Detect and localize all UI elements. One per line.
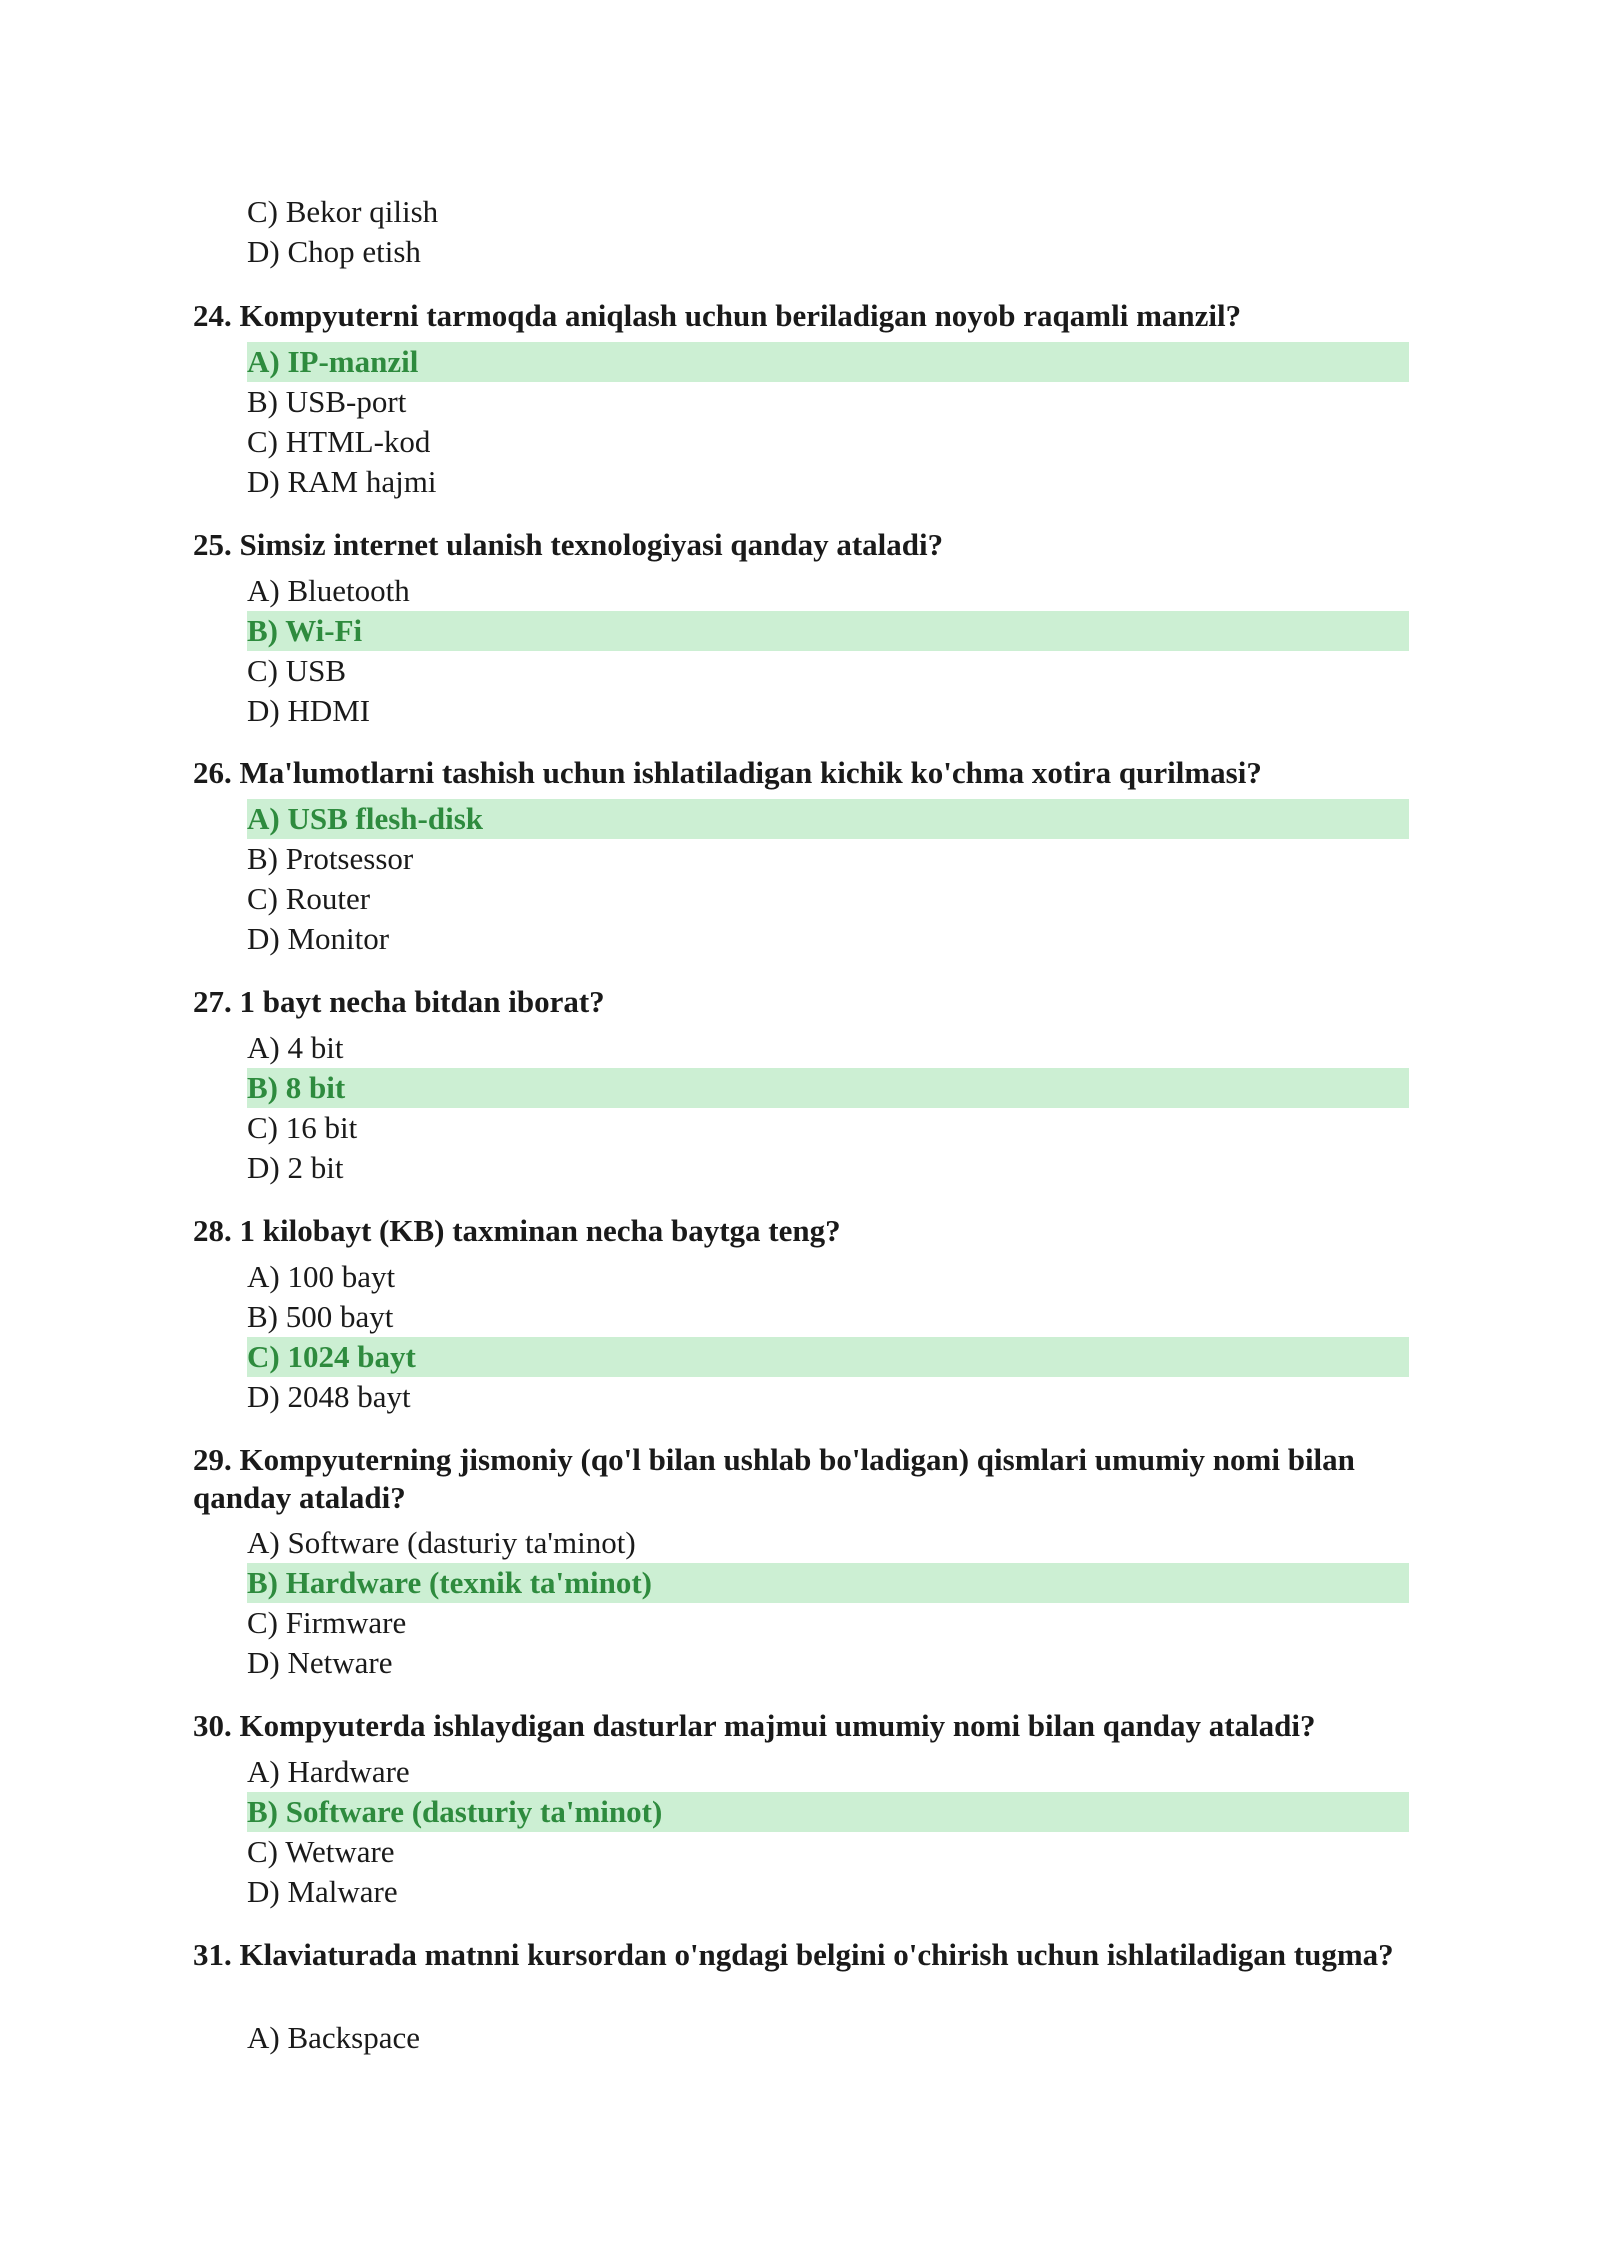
question-29: 29. Kompyuterning jismoniy (qo'l bilan ushlab bo'ladigan) qismlari umumiy nomi bilan qanday ataladi?	[193, 1442, 1355, 1515]
option-24-d: D) RAM hajmi	[247, 464, 437, 499]
question-30: 30. Kompyuterda ishlaydigan dasturlar majmui umumiy nomi bilan qanday ataladi?	[193, 1708, 1316, 1743]
option-24-c: C) HTML-kod	[247, 424, 431, 459]
option-28-c-correct: C) 1024 bayt	[247, 1337, 1409, 1377]
option-31-a: A) Backspace	[247, 2020, 420, 2055]
option-25-c: C) USB	[247, 653, 347, 688]
question-26: 26. Ma'lumotlarni tashish uchun ishlatiladigan kichik ko'chma xotira qurilmasi?	[193, 755, 1262, 790]
option-26-b: B) Protsessor	[247, 841, 414, 876]
option-24-a-correct: A) IP-manzil	[247, 342, 1409, 382]
question-28: 28. 1 kilobayt (KB) taxminan necha baytga teng?	[193, 1213, 841, 1248]
option-28-a: A) 100 bayt	[247, 1259, 396, 1294]
question-24: 24. Kompyuterni tarmoqda aniqlash uchun beriladigan noyob raqamli manzil?	[193, 298, 1242, 333]
option-30-c: C) Wetware	[247, 1834, 395, 1869]
option-25-a: A) Bluetooth	[247, 573, 410, 608]
option-26-c: C) Router	[247, 881, 371, 916]
option-25-b-correct: B) Wi-Fi	[247, 611, 1409, 651]
option-30-b-correct: B) Software (dasturiy ta'minot)	[247, 1792, 1409, 1832]
option-29-b-correct: B) Hardware (texnik ta'minot)	[247, 1563, 1409, 1603]
question-27: 27. 1 bayt necha bitdan iborat?	[193, 984, 605, 1019]
option-30-a: A) Hardware	[247, 1754, 410, 1789]
option-28-d: D) 2048 bayt	[247, 1379, 411, 1414]
option-26-a-correct: A) USB flesh-disk	[247, 799, 1409, 839]
option-30-d: D) Malware	[247, 1874, 398, 1909]
option-25-d: D) HDMI	[247, 693, 371, 728]
question-31: 31. Klaviaturada matnni kursordan o'ngdagi belgini o'chirish uchun ishlatiladigan tugma?	[193, 1937, 1394, 1972]
option-26-d: D) Monitor	[247, 921, 390, 956]
option-27-d: D) 2 bit	[247, 1150, 344, 1185]
option-29-d: D) Netware	[247, 1645, 393, 1680]
option-23-c: C) Bekor qilish	[247, 194, 439, 229]
option-27-a: A) 4 bit	[247, 1030, 344, 1065]
option-28-b: B) 500 bayt	[247, 1299, 394, 1334]
option-24-b: B) USB-port	[247, 384, 407, 419]
question-25: 25. Simsiz internet ulanish texnologiyasi qanday ataladi?	[193, 527, 944, 562]
option-27-b-correct: B) 8 bit	[247, 1068, 1409, 1108]
option-29-c: C) Firmware	[247, 1605, 407, 1640]
option-29-a: A) Software (dasturiy ta'minot)	[247, 1525, 636, 1560]
option-23-d: D) Chop etish	[247, 234, 421, 269]
option-27-c: C) 16 bit	[247, 1110, 358, 1145]
